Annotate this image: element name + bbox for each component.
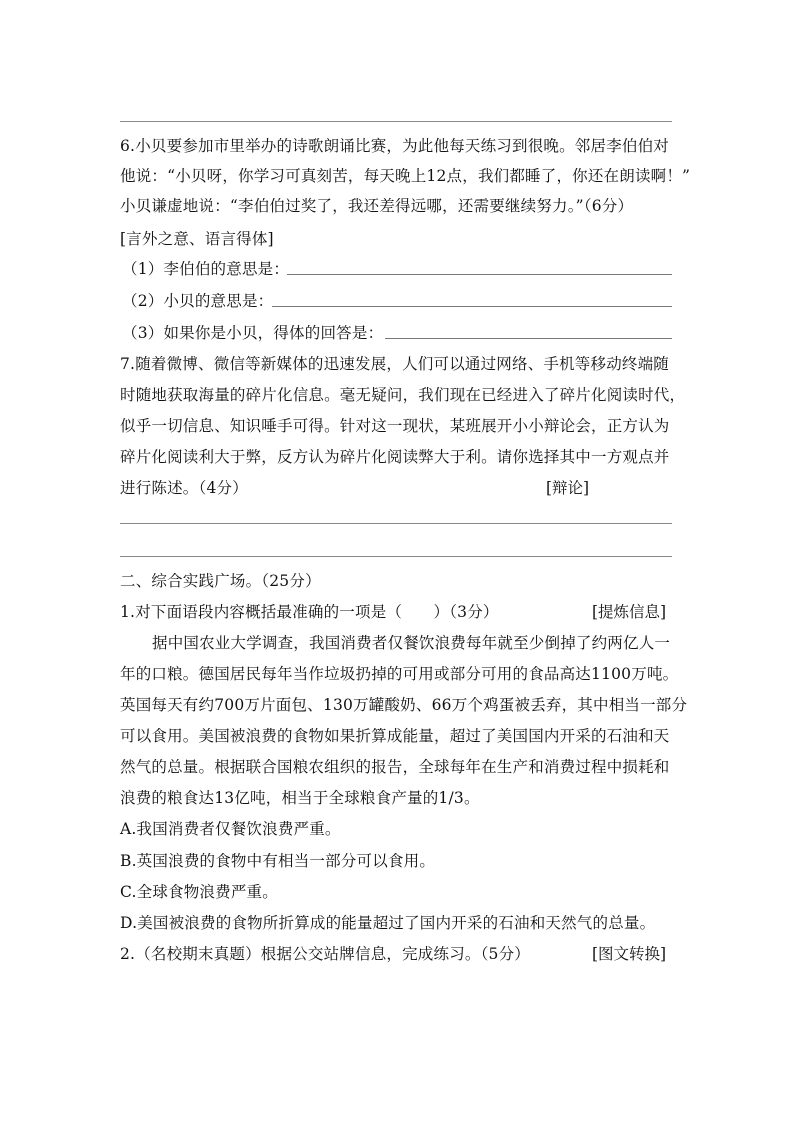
q1-passage-line-4: 可以食用。美国被浪费的食物如果折算成能量，超过了美国国内开采的石油和天 <box>120 727 670 745</box>
q6-sub-2-answer-blank[interactable] <box>272 306 672 307</box>
q6-line-3: 小贝谦虚地说：“李伯伯过奖了，我还差得远哪，还需要继续努力。”（6分） <box>120 197 634 215</box>
q6-sub-3-label: （3）如果你是小贝，得体的回答是： <box>122 324 384 342</box>
q1-option-a[interactable]: A.我国消费者仅餐饮浪费严重。 <box>120 820 341 838</box>
q1-tag: [提炼信息] <box>592 603 667 621</box>
q6-line-1: 6.小贝要参加市里举办的诗歌朗诵比赛，为此他每天练习到很晚。邻居李伯伯对 <box>120 137 669 155</box>
q1-stem: 1.对下面语段内容概括最准确的一项是（ ）（3分） <box>120 603 499 621</box>
q7-answer-line-2[interactable] <box>120 556 672 557</box>
q1-option-b[interactable]: B.英国浪费的食物中有相当一部分可以食用。 <box>120 852 436 870</box>
q7-tag: [辩论] <box>546 479 590 497</box>
q6-sub-3-answer-blank[interactable] <box>385 338 672 339</box>
q2-tag: [图文转换] <box>592 945 667 963</box>
q6-sub-1-label: （1）李伯伯的意思是： <box>122 260 290 278</box>
q6-line-2: 他说：“小贝呀，你学习可真刻苦，每天晚上12点，我们都睡了，你还在朗读啊！” <box>120 167 691 185</box>
q6-sub-2-label: （2）小贝的意思是： <box>122 292 274 310</box>
q1-option-d[interactable]: D.美国被浪费的食物所折算成的能量超过了国内开采的石油和天然气的总量。 <box>120 914 656 932</box>
q6-sub-1-answer-blank[interactable] <box>287 274 672 275</box>
q1-passage-line-6: 浪费的粮食达13亿吨，相当于全球粮食产量的1/3。 <box>120 789 480 807</box>
q7-line-4: 碎片化阅读利大于弊，反方认为碎片化阅读弊大于利。请你选择其中一方观点并 <box>120 448 670 466</box>
q6-tag: [言外之意、语言得体] <box>120 230 274 248</box>
q7-line-2: 时随地获取海量的碎片化信息。毫无疑问，我们现在已经进入了碎片化阅读时代， <box>120 386 686 404</box>
answer-line-top <box>120 121 672 122</box>
q1-passage-line-3: 英国每天有约700万片面包、130万罐酸奶、66万个鸡蛋被丢弃，其中相当一部分 <box>120 696 688 714</box>
q1-passage-line-1: 据中国农业大学调查，我国消费者仅餐饮浪费每年就至少倒掉了约两亿人一 <box>152 634 671 652</box>
q7-answer-line-1[interactable] <box>120 523 672 524</box>
section-2-title: 二、综合实践广场。（25分） <box>120 572 321 590</box>
q1-passage-line-5: 然气的总量。根据联合国粮农组织的报告，全球每年在生产和消费过程中损耗和 <box>120 758 670 776</box>
q7-line-5: 进行陈述。（4分） <box>120 479 248 497</box>
q2-stem: 2.（名校期末真题）根据公交站牌信息，完成练习。（5分） <box>120 945 531 963</box>
q7-line-1: 7.随着微博、微信等新媒体的迅速发展，人们可以通过网络、手机等移动终端随 <box>120 355 669 373</box>
q1-passage-line-2: 年的口粮。德国居民每年当作垃圾扔掉的可用或部分可用的食品高达1100万吨。 <box>120 665 679 683</box>
q1-option-c[interactable]: C.全球食物浪费严重。 <box>120 883 278 901</box>
q7-line-3: 似乎一切信息、知识唾手可得。针对这一现状，某班展开小小辩论会，正方认为 <box>120 417 670 435</box>
